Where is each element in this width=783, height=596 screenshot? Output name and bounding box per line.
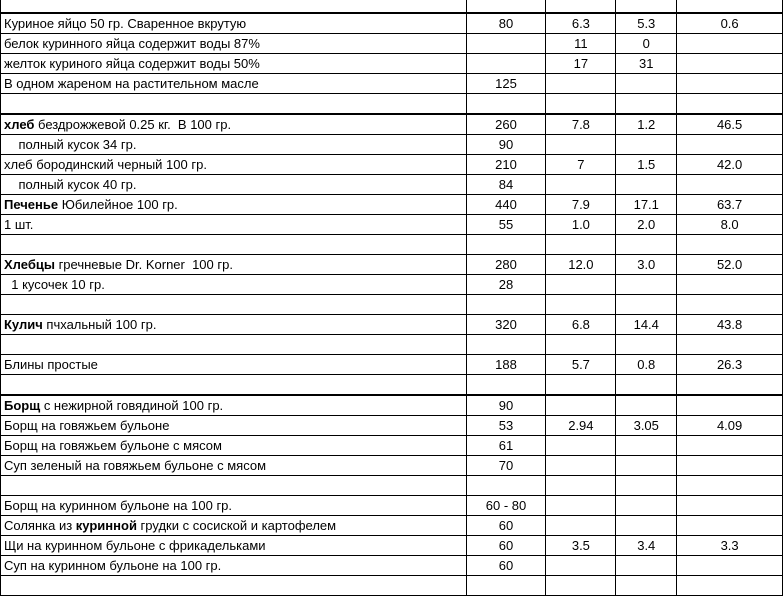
cell-c1[interactable]: 60 - 80: [466, 496, 546, 516]
cell-c3[interactable]: [616, 94, 677, 115]
cell-c4[interactable]: 63.7: [677, 195, 783, 215]
cell-food-name[interactable]: [1, 335, 467, 355]
table-row: [1, 94, 783, 115]
cell-c1[interactable]: [466, 54, 546, 74]
cell-food-name[interactable]: [1, 295, 467, 315]
cell-text-segment: с нежирной говядиной 100 гр.: [40, 398, 224, 413]
cell-c2[interactable]: [546, 496, 616, 516]
cell-c2[interactable]: 6.3: [546, 13, 616, 34]
cell-c1[interactable]: [466, 235, 546, 255]
cell-c1[interactable]: 210: [466, 155, 546, 175]
cell-c4[interactable]: [677, 135, 783, 155]
cell-c2[interactable]: [546, 74, 616, 94]
cell-food-name[interactable]: [1, 476, 467, 496]
cell-text-segment: хлеб бородинский черный 100 гр.: [4, 157, 207, 172]
cell-c1[interactable]: [466, 34, 546, 54]
cell-c4[interactable]: [677, 375, 783, 396]
cell-c4[interactable]: 8.0: [677, 215, 783, 235]
cell-c1[interactable]: [466, 94, 546, 115]
cell-c3[interactable]: 1.5: [616, 155, 677, 175]
cell-food-name[interactable]: [1, 94, 467, 115]
cell-text-segment: Хлебцы: [4, 257, 55, 272]
cell-food-name[interactable]: [1, 556, 467, 576]
table-row: [1, 54, 783, 74]
table-row: [1, 275, 783, 295]
cell-c3[interactable]: [616, 556, 677, 576]
cell-c4[interactable]: [677, 295, 783, 315]
table-row: [1, 34, 783, 54]
cell-food-name[interactable]: [1, 135, 467, 155]
cell-food-name[interactable]: [1, 496, 467, 516]
cell-text-segment: желток куриного яйца содержит воды 50%: [4, 56, 260, 71]
cell-text-segment: Юбилейное 100 гр.: [58, 197, 178, 212]
cell-text-segment: грудки с сосиской и картофелем: [136, 518, 337, 533]
cell-c4[interactable]: [677, 436, 783, 456]
cell-c3[interactable]: [616, 295, 677, 315]
cell-c1[interactable]: 90: [466, 135, 546, 155]
cell-c2[interactable]: [546, 576, 616, 596]
cell-text-segment: гречневые Dr. Korner 100 гр.: [54, 257, 233, 272]
cell-text-segment: полный кусок 40 гр.: [4, 177, 137, 192]
cell-food-name[interactable]: [1, 155, 467, 175]
cell-c2[interactable]: [546, 456, 616, 476]
cell-c4[interactable]: 0.6: [677, 13, 783, 34]
cell-c1[interactable]: 280: [466, 255, 546, 275]
cell-c3[interactable]: [616, 375, 677, 396]
cell-c1[interactable]: 60: [466, 536, 546, 556]
cell-c3[interactable]: 5.3: [616, 13, 677, 34]
cell-c4[interactable]: 46.5: [677, 114, 783, 135]
cell-c1[interactable]: 80: [466, 13, 546, 34]
cell-food-name[interactable]: [1, 54, 467, 74]
cell-c1[interactable]: 60: [466, 556, 546, 576]
cell-c2[interactable]: [546, 295, 616, 315]
cell-c2[interactable]: [546, 175, 616, 195]
cell-c2[interactable]: [546, 335, 616, 355]
cell-c4[interactable]: [677, 496, 783, 516]
cell-text-segment: Борщ на говяжьем бульоне: [4, 418, 170, 433]
cell-c2[interactable]: [546, 235, 616, 255]
cell-food-name[interactable]: [1, 395, 467, 416]
cell-c3[interactable]: [616, 496, 677, 516]
cell-text-segment: Солянка из: [4, 518, 76, 533]
cell-c1[interactable]: 440: [466, 195, 546, 215]
cell-c1[interactable]: [466, 375, 546, 396]
cell-c3[interactable]: [616, 456, 677, 476]
cell-c1[interactable]: [466, 576, 546, 596]
cell-c2[interactable]: [546, 0, 616, 13]
cell-c2[interactable]: 7: [546, 155, 616, 175]
table-row: [1, 235, 783, 255]
cell-food-name[interactable]: [1, 416, 467, 436]
cell-c3[interactable]: [616, 175, 677, 195]
table-row: [1, 335, 783, 355]
cell-c1[interactable]: 61: [466, 436, 546, 456]
cell-c4[interactable]: [677, 516, 783, 536]
cell-c1[interactable]: [466, 335, 546, 355]
cell-c1[interactable]: 320: [466, 315, 546, 335]
table-row: [1, 436, 783, 456]
cell-c3[interactable]: [616, 275, 677, 295]
table-row: [1, 476, 783, 496]
cell-food-name[interactable]: [1, 0, 467, 13]
cell-c2[interactable]: [546, 476, 616, 496]
cell-food-name[interactable]: [1, 13, 467, 34]
cell-c3[interactable]: [616, 576, 677, 596]
cell-text-segment: белок куринного яйца содержит воды 87%: [4, 36, 260, 51]
cell-c3[interactable]: [616, 436, 677, 456]
cell-food-name[interactable]: [1, 375, 467, 396]
table-row: [1, 556, 783, 576]
cell-c1[interactable]: 125: [466, 74, 546, 94]
cell-c2[interactable]: [546, 94, 616, 115]
table-row: [1, 456, 783, 476]
cell-c4[interactable]: 4.09: [677, 416, 783, 436]
cell-c2[interactable]: 2.94: [546, 416, 616, 436]
cell-food-name[interactable]: [1, 114, 467, 135]
cell-food-name[interactable]: [1, 516, 467, 536]
cell-c4[interactable]: [677, 235, 783, 255]
cell-c3[interactable]: 3.0: [616, 255, 677, 275]
cell-c4[interactable]: [677, 34, 783, 54]
cell-c2[interactable]: 3.5: [546, 536, 616, 556]
cell-food-name[interactable]: [1, 436, 467, 456]
cell-c1[interactable]: 53: [466, 416, 546, 436]
cell-text-segment: Кулич: [4, 317, 43, 332]
table-row: [1, 215, 783, 235]
cell-c1[interactable]: 188: [466, 355, 546, 375]
cell-c3[interactable]: [616, 395, 677, 416]
table-row: [1, 155, 783, 175]
cell-c2[interactable]: [546, 375, 616, 396]
cell-c4[interactable]: [677, 576, 783, 596]
table-row: [1, 576, 783, 596]
cell-food-name[interactable]: [1, 456, 467, 476]
cell-c1[interactable]: 90: [466, 395, 546, 416]
table-row: [1, 0, 783, 13]
cell-text-segment: полный кусок 34 гр.: [4, 137, 137, 152]
cell-c3[interactable]: [616, 235, 677, 255]
cell-food-name[interactable]: [1, 315, 467, 335]
table-row: [1, 496, 783, 516]
cell-c4[interactable]: 26.3: [677, 355, 783, 375]
cell-c3[interactable]: 0.8: [616, 355, 677, 375]
cell-c1[interactable]: 84: [466, 175, 546, 195]
cell-c4[interactable]: [677, 54, 783, 74]
cell-c4[interactable]: [677, 556, 783, 576]
table-row: [1, 536, 783, 556]
cell-c1[interactable]: 28: [466, 275, 546, 295]
table-row: [1, 114, 783, 135]
cell-c2[interactable]: 7.9: [546, 195, 616, 215]
cell-c3[interactable]: 3.4: [616, 536, 677, 556]
table-row: [1, 74, 783, 94]
table-row: [1, 175, 783, 195]
table-row: [1, 13, 783, 34]
cell-c2[interactable]: 11: [546, 34, 616, 54]
cell-c2[interactable]: [546, 516, 616, 536]
cell-text-segment: Щи на куринном бульоне с фрикадельками: [4, 538, 266, 553]
cell-c3[interactable]: [616, 135, 677, 155]
cell-c4[interactable]: [677, 476, 783, 496]
cell-c1[interactable]: 70: [466, 456, 546, 476]
cell-text-segment: хлеб: [4, 117, 35, 132]
cell-c4[interactable]: 52.0: [677, 255, 783, 275]
cell-c3[interactable]: 14.4: [616, 315, 677, 335]
cell-text-segment: куринной: [75, 518, 137, 533]
cell-text-segment: Суп на куринном бульоне на 100 гр.: [4, 558, 222, 573]
cell-c1[interactable]: [466, 295, 546, 315]
cell-c2[interactable]: [546, 275, 616, 295]
table-row: [1, 375, 783, 396]
cell-food-name[interactable]: [1, 34, 467, 54]
table-row: [1, 416, 783, 436]
cell-c2[interactable]: 1.0: [546, 215, 616, 235]
cell-c4[interactable]: [677, 74, 783, 94]
cell-c4[interactable]: [677, 335, 783, 355]
cell-food-name[interactable]: [1, 74, 467, 94]
cell-text-segment: Борщ на говяжьем бульоне с мясом: [4, 438, 222, 453]
cell-c3[interactable]: 3.05: [616, 416, 677, 436]
cell-c4[interactable]: [677, 456, 783, 476]
cell-food-name[interactable]: [1, 275, 467, 295]
cell-c2[interactable]: [546, 556, 616, 576]
cell-food-name[interactable]: [1, 536, 467, 556]
cell-c4[interactable]: 3.3: [677, 536, 783, 556]
cell-food-name[interactable]: [1, 576, 467, 596]
cell-c1[interactable]: [466, 0, 546, 13]
cell-text-segment: Печенье: [4, 197, 59, 212]
cell-c4[interactable]: 42.0: [677, 155, 783, 175]
cell-c4[interactable]: [677, 0, 783, 13]
cell-c3[interactable]: 0: [616, 34, 677, 54]
cell-c1[interactable]: 55: [466, 215, 546, 235]
cell-c1[interactable]: 60: [466, 516, 546, 536]
cell-c1[interactable]: 260: [466, 114, 546, 135]
cell-c2[interactable]: [546, 395, 616, 416]
cell-text-segment: Борщ на куринном бульоне на 100 гр.: [4, 498, 233, 513]
cell-c4[interactable]: 43.8: [677, 315, 783, 335]
cell-c4[interactable]: [677, 94, 783, 115]
cell-c2[interactable]: 5.7: [546, 355, 616, 375]
cell-c3[interactable]: [616, 74, 677, 94]
cell-c3[interactable]: [616, 0, 677, 13]
table-row: [1, 315, 783, 335]
cell-c3[interactable]: [616, 476, 677, 496]
cell-text-segment: В одном жареном на растительном масле: [4, 76, 259, 91]
cell-c2[interactable]: [546, 436, 616, 456]
cell-c2[interactable]: 7.8: [546, 114, 616, 135]
table-row: [1, 255, 783, 275]
cell-food-name[interactable]: [1, 215, 467, 235]
cell-food-name[interactable]: [1, 255, 467, 275]
cell-text-segment: бездрожжевой 0.25 кг. В 100 гр.: [34, 117, 232, 132]
cell-c4[interactable]: [677, 175, 783, 195]
cell-text-segment: Блины простые: [4, 357, 98, 372]
cell-text-segment: Борщ: [4, 398, 41, 413]
cell-text-segment: Суп зеленый на говяжьем бульоне с мясом: [4, 458, 267, 473]
cell-c2[interactable]: 12.0: [546, 255, 616, 275]
cell-c4[interactable]: [677, 395, 783, 416]
cell-c2[interactable]: 6.8: [546, 315, 616, 335]
cell-c3[interactable]: 2.0: [616, 215, 677, 235]
cell-text-segment: 1 шт.: [4, 217, 34, 232]
cell-c1[interactable]: [466, 476, 546, 496]
table-row: [1, 295, 783, 315]
table-row: [1, 195, 783, 215]
cell-c3[interactable]: [616, 516, 677, 536]
cell-c4[interactable]: [677, 275, 783, 295]
cell-food-name[interactable]: [1, 195, 467, 215]
spreadsheet-body: [1, 0, 783, 596]
table-row: [1, 355, 783, 375]
cell-text-segment: Куриное яйцо 50 гр. Сваренное вкрутую: [4, 16, 247, 31]
cell-c2[interactable]: [546, 135, 616, 155]
cell-c3[interactable]: 17.1: [616, 195, 677, 215]
cell-text-segment: 1 кусочек 10 гр.: [4, 277, 105, 292]
table-row: [1, 516, 783, 536]
cell-c3[interactable]: 31: [616, 54, 677, 74]
table-row: [1, 135, 783, 155]
cell-food-name[interactable]: [1, 235, 467, 255]
cell-c3[interactable]: [616, 335, 677, 355]
cell-food-name[interactable]: [1, 175, 467, 195]
cell-text-segment: пчхальный 100 гр.: [42, 317, 157, 332]
cell-food-name[interactable]: [1, 355, 467, 375]
cell-c2[interactable]: 17: [546, 54, 616, 74]
cell-c3[interactable]: 1.2: [616, 114, 677, 135]
table-row: [1, 395, 783, 416]
